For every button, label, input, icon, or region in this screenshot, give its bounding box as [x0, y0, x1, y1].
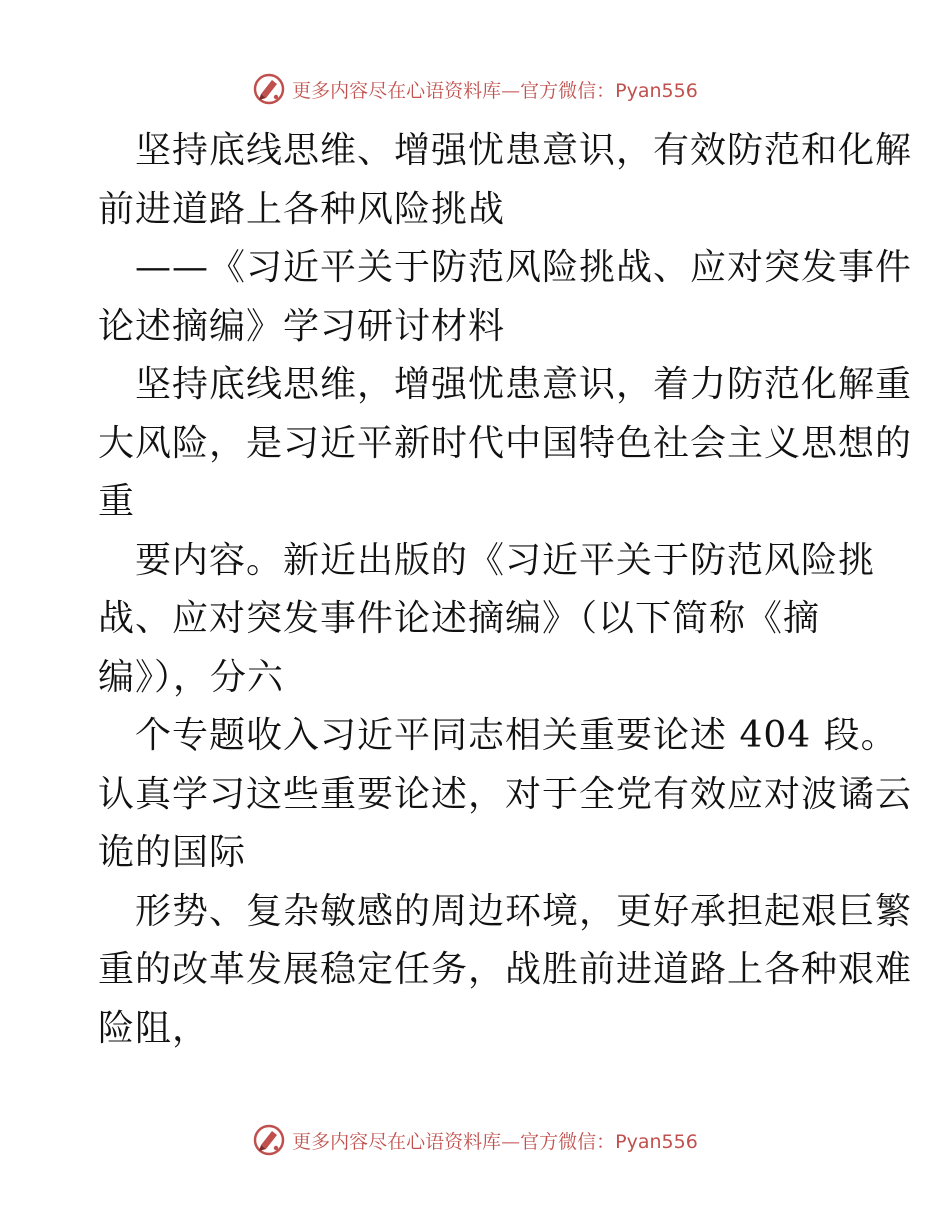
header-watermark	[0, 72, 950, 106]
paragraph-line: 重的改革发展稳定任务，战胜前进道路上各种艰难	[98, 949, 913, 990]
paragraph-line: 诡的国际	[98, 832, 247, 873]
paragraph-line: 认真学习这些重要论述，对于全党有效应对波谲云	[98, 773, 913, 815]
paragraph-line: 编》），分六	[98, 656, 285, 698]
subtitle-line-1: ——《习近平关于防范风险挑战、应对突发事件	[135, 247, 913, 288]
pen-logo-icon	[252, 72, 286, 106]
title-line-2: 前进道路上各种风险挑战	[98, 188, 506, 230]
paragraph-line: 险阻，	[98, 1007, 210, 1049]
paragraph-line: 个专题收入习近平同志相关重要论述 404 段。	[135, 715, 898, 756]
pen-logo-icon	[252, 1123, 286, 1157]
subtitle-line-2: 论述摘编》学习研讨材料	[98, 305, 506, 347]
paragraph-line: 要内容。新近出版的《习近平关于防范风险挑	[135, 539, 876, 581]
footer-watermark	[0, 1123, 950, 1157]
paragraph-line: 大风险，是习近平新时代中国特色社会主义思想的	[98, 422, 913, 464]
title-line-1: 坚持底线思维、增强忧患意识，有效防范和化解	[135, 130, 913, 171]
header-watermark-text: 更多内容尽在心语资料库—官方微信：Pyan556	[292, 79, 698, 102]
footer-watermark-text: 更多内容尽在心语资料库—官方微信：Pyan556	[292, 1130, 698, 1153]
paragraph-line: 重	[98, 481, 136, 522]
document-body	[98, 122, 913, 1058]
paragraph-line: 形势、复杂敏感的周边环境，更好承担起艰巨繁	[135, 890, 913, 932]
paragraph-line: 坚持底线思维，增强忧患意识，着力防范化解重	[135, 364, 913, 405]
paragraph-line: 战、应对突发事件论述摘编》（以下简称《摘	[98, 598, 821, 639]
